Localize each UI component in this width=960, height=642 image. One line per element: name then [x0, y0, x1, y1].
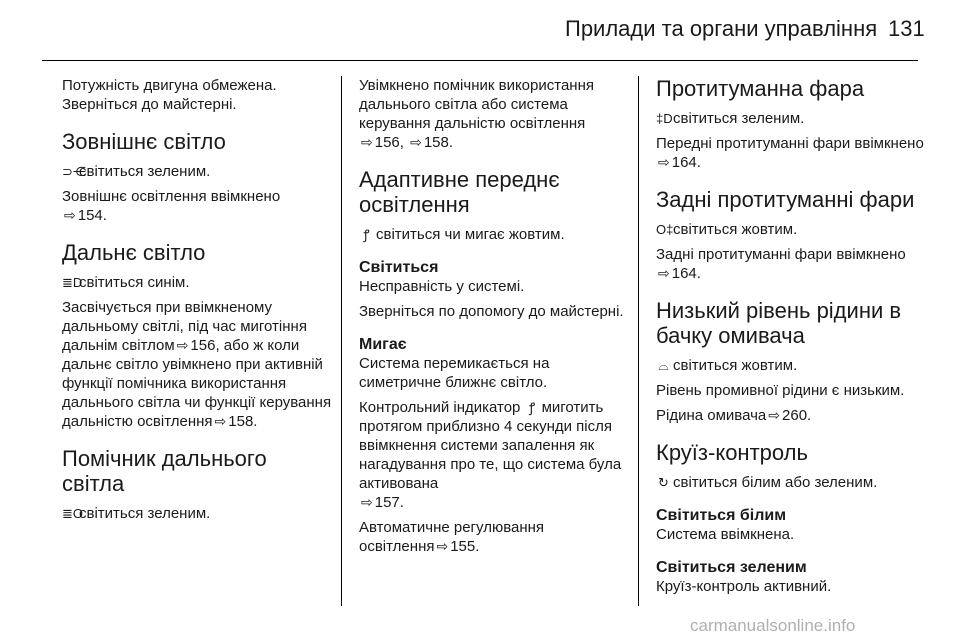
- indicator-status: ↻ світиться білим або зеленим.: [656, 473, 928, 492]
- paragraph: Контрольний індикатор ꝭ миготить протягом приблизно 4 секунди після ввімкнення системи запалення як нагадування про те, що система була активована ⇨ 157.: [359, 399, 622, 511]
- indicator-status: ≣Dсвітиться синім.: [62, 274, 190, 291]
- column-divider-1: [341, 76, 342, 606]
- page-link[interactable]: 164.: [671, 265, 701, 282]
- paragraph: Система перемикається на симетричне ближнє світло.: [359, 355, 550, 391]
- page-number: 131: [888, 16, 925, 41]
- section-heading: Дальнє світло: [62, 240, 206, 265]
- indicator-status: O‡світиться жовтим.: [656, 221, 798, 238]
- watermark: carmanualsonline.info: [690, 616, 856, 635]
- page-link[interactable]: 164.: [671, 154, 701, 171]
- cross-ref-arrow-icon: ⇨: [410, 134, 422, 150]
- paragraph: Зверніться по допомогу до майстерні.: [359, 303, 624, 320]
- cruise-control-icon: ↻: [658, 475, 669, 490]
- cross-ref-arrow-icon: ⇨: [658, 265, 670, 281]
- page-link[interactable]: 260.: [782, 407, 812, 424]
- page-link[interactable]: 156, або ж коли дальнє світло увімкнено при активній функції помічника використання дальнього світла чи функції керування дальністю освітлення: [62, 337, 332, 430]
- paragraph: Автоматичне регулювання освітлення ⇨ 155.: [359, 519, 545, 555]
- indicator-status: ≣Oсвітиться зеленим.: [62, 505, 211, 522]
- cross-ref-arrow-icon: ⇨: [658, 154, 670, 170]
- subsection-heading: Світиться білим: [656, 507, 787, 524]
- paragraph: Задні протитуманні фари ввімкнено ⇨ 164.: [656, 246, 906, 282]
- adaptive-light-icon: ꝭ: [363, 227, 370, 242]
- section-heading: Задні протитуманні фари: [656, 187, 915, 212]
- cross-ref-arrow-icon: ⇨: [361, 134, 373, 150]
- exterior-light-icon: ⊃⋲: [62, 164, 86, 179]
- paragraph: Зовнішнє освітлення ввімкнено ⇨ 154.: [62, 188, 281, 224]
- indicator-status: ⊃⋲світиться зеленим.: [62, 163, 211, 180]
- paragraph: Передні протитуманні фари ввімкнено ⇨ 164.: [656, 135, 924, 171]
- paragraph: Система ввімкнена.: [656, 526, 795, 543]
- high-beam-assist-icon: ≣O: [62, 506, 84, 521]
- front-fog-light-icon: ‡D: [656, 111, 673, 126]
- high-beam-icon: ≣D: [62, 275, 83, 290]
- cross-ref-arrow-icon: ⇨: [361, 494, 373, 510]
- indicator-status: ‡Dсвітиться зеленим.: [656, 110, 805, 127]
- washer-fluid-icon: ⌓: [658, 358, 669, 373]
- paragraph: Рівень промивної рідини є низьким.: [656, 382, 905, 399]
- page-link[interactable]: 156,: [374, 134, 404, 151]
- cross-ref-arrow-icon: ⇨: [436, 538, 449, 554]
- section-heading: Зовнішнє світло: [62, 129, 226, 154]
- section-heading: Круїз-контроль: [656, 440, 808, 465]
- paragraph: Несправність у системі.: [359, 278, 525, 295]
- column-1: [62, 76, 334, 529]
- page-link[interactable]: 154.: [77, 207, 107, 224]
- paragraph: Круїз-контроль активний.: [656, 578, 832, 595]
- page-link[interactable]: 158.: [423, 134, 454, 151]
- header-title: Прилади та органи управління: [565, 16, 878, 41]
- subsection-heading: Світиться зеленим: [656, 559, 807, 576]
- cross-ref-arrow-icon: ⇨: [176, 337, 189, 353]
- paragraph: Засвічується при ввімкненому дальньому світлі, під час миготіння дальнім світлом ⇨ 156, або ж коли дальнє світло увімкнено при активній функції помічника використання дальнього світла чи функції керування дальністю освітлення ⇨ 158.: [62, 299, 332, 430]
- cross-ref-arrow-icon: ⇨: [768, 407, 781, 423]
- section-heading: Адаптивне переднє освітлення: [359, 167, 560, 217]
- rear-fog-light-icon: O‡: [656, 222, 674, 237]
- paragraph: Рідина омивача ⇨ 260.: [656, 407, 812, 424]
- column-2: [359, 76, 631, 562]
- cross-ref-arrow-icon: ⇨: [64, 207, 76, 223]
- adaptive-light-icon: ꝭ: [528, 400, 536, 415]
- page-link[interactable]: 157.: [374, 494, 404, 511]
- indicator-status: ꝭ світиться чи мигає жовтим.: [359, 225, 631, 244]
- page-link[interactable]: 155.: [450, 538, 480, 555]
- section-heading: Низький рівень рідини в бачку омивача: [656, 298, 902, 348]
- header-divider: [42, 60, 918, 61]
- column-3: [656, 76, 928, 602]
- page-link[interactable]: 158.: [228, 413, 258, 430]
- paragraph: Потужність двигуна обмежена. Зверніться до майстерні.: [62, 77, 277, 113]
- subsection-heading: Світиться: [359, 259, 439, 276]
- column-divider-2: [638, 76, 639, 606]
- indicator-status: ⌓ світиться жовтим.: [656, 356, 928, 375]
- section-heading: Помічник дальнього світла: [62, 446, 267, 496]
- paragraph: Увімкнено помічник використання дальнього світла або система керування дальністю освітлення ⇨ 156, ⇨ 158.: [359, 77, 594, 151]
- subsection-heading: Мигає: [359, 336, 407, 353]
- cross-ref-arrow-icon: ⇨: [214, 413, 227, 429]
- section-heading: Протитуманна фара: [656, 76, 865, 101]
